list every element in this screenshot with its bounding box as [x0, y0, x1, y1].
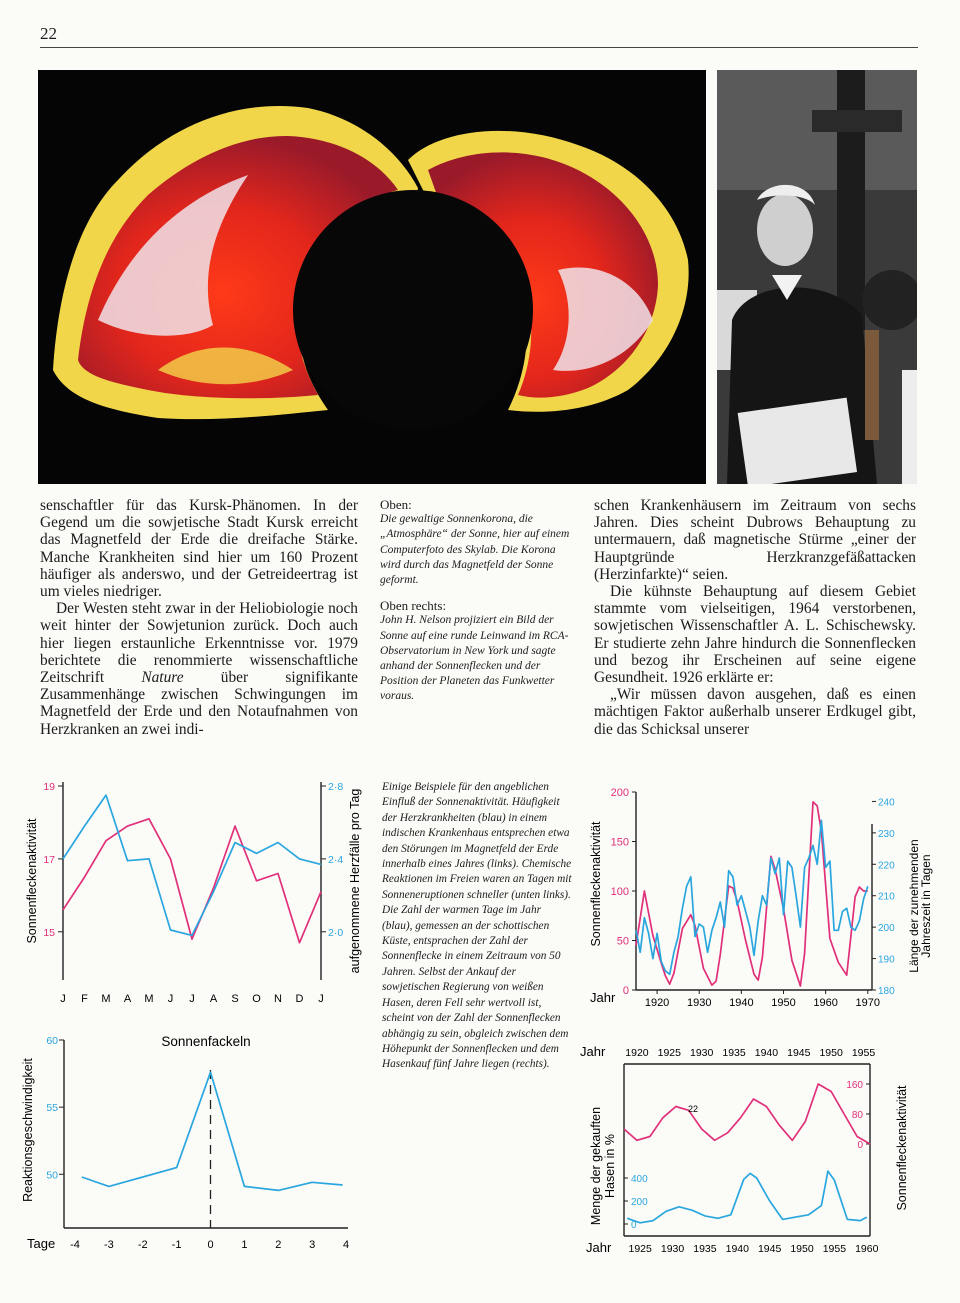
corona-photo	[38, 70, 706, 484]
y-tick-label: 17	[43, 853, 55, 866]
x-tick-label: O	[252, 993, 261, 1005]
y2-tick-label: 160	[846, 1080, 863, 1091]
x-tick-label-bottom: 1945	[757, 1243, 782, 1255]
photo-caption	[380, 497, 576, 705]
y-axis-label: Sonnenfleckenaktivität	[25, 818, 39, 944]
journal-name: Nature	[141, 669, 184, 687]
y-tick-label: 19	[43, 781, 55, 793]
y-tick-label: 100	[610, 886, 629, 898]
x-tick-label-top: 1920	[625, 1047, 649, 1059]
x-tick-label-bottom: 1940	[725, 1243, 749, 1255]
x-tick-label: 1950	[771, 997, 796, 1009]
y-tick-label: 15	[43, 926, 55, 939]
caption-text: John H. Nelson projiziert ein Bild der Sonne auf eine runde Leinwand im RCA-Observatorium in New York und sagte anhand der Sonnenflecken und der Position der Planeten das Funkwetter voraus.	[380, 614, 569, 703]
y2-axis-label: aufgenommene Herzfälle pro Tag	[348, 788, 362, 974]
text-run: Der Westen steht zwar in der Heliobiologie noch weit hinter der Sowjetunion zurück. Doch auch hier liegen erstaunliche Erkenntnisse vor. 1979 berichtete die renommierte wissenschaftliche Zeitschrift	[40, 600, 358, 687]
x-tick-label: -3	[103, 1239, 114, 1251]
series-line-pink	[63, 819, 321, 943]
y2-tick-label: 0	[857, 1140, 863, 1151]
x-tick-label-bottom: 1950	[790, 1243, 814, 1255]
x-tick-label: 1970	[855, 997, 881, 1009]
x-tick-label-bottom: 1925	[628, 1243, 652, 1255]
y-tick-label: 0	[631, 1220, 637, 1231]
x-tick-label: -2	[137, 1239, 148, 1251]
y-tick-label: 50	[616, 935, 629, 948]
x-tick-label-bottom: 1930	[660, 1243, 685, 1255]
caption-heading: Oben:	[380, 497, 412, 512]
x-tick-label: J	[167, 993, 174, 1005]
paragraph	[40, 600, 358, 738]
series-line-blue	[63, 795, 321, 935]
paragraph: „Wir müssen davon ausgehen, daß es einen mächtigen Faktor außerhalb unserer Erdkugel gibt, die das Schicksal unserer	[594, 686, 916, 738]
x-tick-label-top: 1925	[657, 1047, 681, 1059]
paragraph: Die kühnste Behauptung auf diesem Gebiet stammte vom vielseitigen, 1964 verstorbenen, sowjetischen Wissenschaftler A. L. Schischewsky. Er studierte zehn Jahre hindurch die Sonnenflecken und bezog ihr Erscheinen auf seine eigene Gesundheit. 1926 erklärte er:	[594, 583, 916, 687]
y-tick-label: 60	[46, 1035, 58, 1047]
x-tick-label: -1	[171, 1239, 182, 1251]
x-axis-label: Jahr	[590, 990, 616, 1005]
y-tick-label: 150	[610, 836, 629, 849]
paragraph: senschaftler für das Kursk-Phänomen. In der Gegend um die sowjetische Stadt Kursk erreicht das Magnetfeld der Erde die dreifache Stärke. Manche Krankheiten sind hier um 160 Prozent häufiger als anderswo, und der Getreideertrag ist um vieles niedriger.	[40, 497, 358, 601]
chart-monthly	[18, 778, 374, 1010]
x-tick-label: M	[101, 993, 111, 1005]
x-tick-label: J	[318, 993, 324, 1005]
y2-tick-label: 80	[851, 1110, 863, 1121]
x-tick-label: J	[60, 993, 66, 1005]
x-tick-label: 3	[309, 1239, 316, 1251]
text-run: über signifikante Zusammenhänge zwischen Schwingungen im Magnetfeld der Erde und den Notaufnahmen von Herzkranken an zwei indi-	[40, 669, 358, 738]
y-axis-label: Reaktionsgeschwindigkeit	[21, 1058, 35, 1202]
paragraph: schen Krankenhäusern im Zeitraum von sechs Jahren. Dies scheint Dubrows Behauptung zu untermauern, daß magnetische Stürme „einer der Hauptgründe Herzkranzgefäßattacken (Herzinfarkte)“ seien.	[594, 497, 916, 583]
x-tick-label-bottom: 1935	[693, 1243, 717, 1255]
y-tick-label: 200	[631, 1197, 648, 1208]
y-tick-label: 50	[46, 1169, 58, 1182]
y2-axis-label: Länge der zunehmendenJahreszeit in Tagen	[907, 839, 933, 973]
x-tick-label: 1920	[644, 997, 670, 1009]
y2-tick-label: 210	[878, 891, 895, 903]
x-tick-label: 1960	[813, 997, 838, 1009]
x-tick-label: N	[274, 993, 282, 1005]
y-tick-label: 200	[610, 787, 629, 799]
series-line-blue	[627, 1171, 867, 1223]
y2-tick-label: 2·0	[328, 926, 344, 939]
caption-heading: Oben rechts:	[380, 598, 447, 614]
right-text-column	[594, 497, 916, 738]
x-tick-label: A	[123, 993, 132, 1005]
x-axis-label-top: Jahr	[580, 1044, 606, 1059]
chart-caption: Einige Beispiele für den angeblichen Einfluß der Sonnenaktivität. Häufigkeit der Herzkrankheiten (blau) in einem indischen Krankenhaus entsprechen etwa den Störungen im Magnetfeld der Erde innerhalb eines Jahres (links). Chemische Reaktionen im Freien waren an Tagen mit Sonneneruptionen schneller (unten links). Die Zahl der warmen Tage im Jahr (blau), gemessen an der schottischen Küste, entsprachen der Zahl der Sonnenflecke in einem Zeitraum von 50 Jahren. Selbst der Ankauf der sowjetischen Regierung von weißen Hasen, deren Fell sehr wertvoll ist, scheint von der Zahl der Sonnenflecken abhängig zu sein, obgleich zwischen dem Höhepunkt der Sonnenflecken und dem Hasenkauf fünf Jahre liegen (rechts).	[382, 781, 572, 1071]
x-tick-label-top: 1940	[754, 1047, 779, 1059]
y-tick-label: 55	[46, 1102, 58, 1115]
x-tick-label: S	[231, 993, 239, 1005]
y2-tick-label: 190	[878, 954, 895, 966]
x-tick-label: 4	[342, 1239, 350, 1251]
series-line-blue	[636, 820, 868, 974]
chart-title: Sonnenfackeln	[161, 1034, 251, 1049]
y-axis-label: Sonnenfleckenaktivität	[589, 821, 603, 947]
nelson-photo	[717, 70, 917, 484]
header-rule	[40, 47, 918, 48]
x-tick-label: F	[81, 993, 88, 1005]
series-line-pink	[624, 1084, 870, 1144]
x-tick-label: M	[144, 993, 154, 1005]
chart-hares	[580, 1036, 950, 1268]
x-tick-label: A	[209, 993, 218, 1005]
x-tick-label-top: 1930	[690, 1047, 714, 1059]
chart-warm-days	[586, 786, 938, 1026]
series-line-pink	[636, 802, 868, 986]
x-tick-label: 0	[207, 1239, 214, 1251]
y2-tick-label: 2·4	[328, 853, 344, 866]
x-tick-label-top: 1950	[819, 1047, 843, 1059]
x-tick-label: 1	[241, 1239, 248, 1251]
y2-tick-label: 220	[878, 860, 895, 872]
x-tick-label-top: 1945	[787, 1047, 811, 1059]
y2-tick-label: 2·8	[328, 781, 344, 793]
y2-tick-label: 200	[878, 923, 895, 935]
x-tick-label: 2	[275, 1239, 282, 1251]
chart-flares	[18, 1032, 374, 1256]
x-tick-label-bottom: 1960	[855, 1243, 879, 1255]
y-tick-label: 400	[631, 1174, 648, 1185]
x-tick-label-top: 1955	[851, 1047, 876, 1059]
x-tick-label-bottom: 1955	[822, 1243, 847, 1255]
x-axis-label-bottom: Jahr	[586, 1240, 612, 1255]
x-tick-label: 1930	[686, 997, 712, 1009]
x-tick-label: J	[189, 993, 195, 1005]
left-text-column	[40, 497, 358, 738]
x-tick-label: D	[295, 993, 304, 1005]
x-tick-label-top: 1935	[722, 1047, 746, 1059]
y-tick-label: 0	[622, 985, 629, 997]
y2-tick-label: 230	[878, 828, 895, 840]
x-axis-label: Tage	[27, 1236, 56, 1251]
y2-tick-label: 240	[878, 797, 895, 809]
x-tick-label: -4	[70, 1239, 80, 1251]
caption-text: Die gewaltige Sonnenkorona, die „Atmosphäre“ der Sonne, hier auf einem Computerfoto des Skylab. Die Korona wird durch das Magnetfeld der Sonne geformt.	[380, 513, 570, 587]
page-number: 22	[40, 24, 57, 43]
curve-annotation: 22	[688, 1104, 699, 1114]
y2-axis-label: Sonnenfleckenaktivität	[895, 1085, 909, 1211]
y-axis-label: Menge der gekauftenHasen in %	[589, 1106, 617, 1226]
x-tick-label: 1940	[729, 997, 754, 1009]
series-line-blue	[82, 1072, 343, 1190]
y2-tick-label: 180	[878, 986, 895, 997]
